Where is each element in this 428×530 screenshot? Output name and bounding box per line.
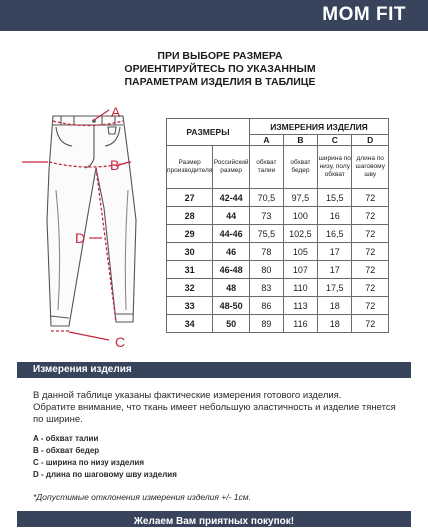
cell-ru: 44-46 — [213, 225, 250, 243]
legend-item-a: A - обхват талии — [33, 434, 99, 443]
table-row — [167, 297, 389, 315]
cell-a: 73 — [250, 207, 284, 225]
jeans-outline-icon — [47, 116, 136, 326]
letter-b: B — [283, 135, 317, 146]
cell-c: 18 — [318, 315, 352, 333]
cell-a: 78 — [250, 243, 284, 261]
cell-ru: 48-50 — [213, 297, 250, 315]
cell-c: 16 — [318, 207, 352, 225]
cell-mfr: 34 — [167, 315, 213, 333]
cell-c: 17 — [318, 261, 352, 279]
cell-mfr: 28 — [167, 207, 213, 225]
brand-title: MOM FIT — [322, 4, 406, 25]
letter-a: A — [250, 135, 284, 146]
table-row — [167, 261, 389, 279]
cell-a: 75,5 — [250, 225, 284, 243]
table-row — [167, 207, 389, 225]
cell-b: 105 — [283, 243, 317, 261]
cell-d: 72 — [352, 279, 389, 297]
col-d: длина по шаговому шву — [352, 146, 389, 189]
table-row — [167, 243, 389, 261]
cell-mfr: 27 — [167, 189, 213, 207]
label-d: D — [75, 230, 86, 246]
table-row — [167, 189, 389, 207]
cell-ru: 46-48 — [213, 261, 250, 279]
measurements-header: ИЗМЕРЕНИЯ ИЗДЕЛИЯ — [250, 119, 389, 135]
jeans-diagram — [12, 100, 162, 352]
cell-ru: 46 — [213, 243, 250, 261]
cell-a: 80 — [250, 261, 284, 279]
legend-item-d: D - длина по шаговому шву изделия — [33, 470, 177, 479]
section-title: Измерения изделия — [33, 364, 132, 375]
cell-b: 116 — [283, 315, 317, 333]
cell-b: 102,5 — [283, 225, 317, 243]
cell-d: 72 — [352, 297, 389, 315]
cell-a: 70,5 — [250, 189, 284, 207]
cell-mfr: 33 — [167, 297, 213, 315]
cell-mfr: 31 — [167, 261, 213, 279]
cell-d: 72 — [352, 189, 389, 207]
measurement-legend — [33, 433, 177, 481]
size-table — [166, 118, 389, 333]
cell-d: 72 — [352, 207, 389, 225]
col-ru-size: Российский размер — [213, 146, 250, 189]
cell-a: 86 — [250, 297, 284, 315]
cell-c: 16,5 — [318, 225, 352, 243]
cell-c: 17,5 — [318, 279, 352, 297]
cell-mfr: 30 — [167, 243, 213, 261]
table-row — [167, 315, 389, 333]
cell-b: 100 — [283, 207, 317, 225]
section-bar — [17, 362, 411, 378]
col-b: обхват бедер — [283, 146, 317, 189]
letter-d: D — [352, 135, 389, 146]
intro-line-2: ОРИЕНТИРУЙТЕСЬ ПО УКАЗАННЫМ — [124, 63, 316, 75]
tolerance-note: *Допустимые отклонения измерения изделия +/- 1см. — [33, 492, 251, 502]
col-a: обхват талии — [250, 146, 284, 189]
cell-ru: 42-44 — [213, 189, 250, 207]
col-mfr-size: Размер производителя — [167, 146, 213, 189]
table-row — [167, 279, 389, 297]
col-c: ширина по низу, полу обхват — [318, 146, 352, 189]
cell-c: 18 — [318, 297, 352, 315]
description-paragraph-2: Обратите внимание, что ткань имеет небольшую эластичность и изделие тянется по ширине. — [33, 402, 396, 425]
label-a: A — [111, 104, 121, 120]
letter-c: C — [318, 135, 352, 146]
cell-b: 97,5 — [283, 189, 317, 207]
cell-b: 113 — [283, 297, 317, 315]
legend-item-c: C - ширина по низу изделия — [33, 458, 145, 467]
label-b: B — [110, 157, 120, 173]
cell-mfr: 29 — [167, 225, 213, 243]
cell-ru: 44 — [213, 207, 250, 225]
sizes-header: РАЗМЕРЫ — [167, 119, 250, 146]
description-paragraph-1: В данной таблице указаны фактические измерения готового изделия. — [33, 390, 342, 401]
legend-item-b: B - обхват бедер — [33, 446, 100, 455]
footer-text: Желаем Вам приятных покупок! — [133, 516, 295, 527]
cell-c: 17 — [318, 243, 352, 261]
cell-c: 15,5 — [318, 189, 352, 207]
intro-line-3: ПАРАМЕТРАМ ИЗДЕЛИЯ В ТАБЛИЦЕ — [124, 76, 316, 88]
table-row — [167, 225, 389, 243]
cell-d: 72 — [352, 261, 389, 279]
label-c: C — [115, 334, 126, 350]
header-bar — [0, 0, 428, 31]
footer-bar — [17, 511, 411, 527]
cell-mfr: 32 — [167, 279, 213, 297]
cell-b: 107 — [283, 261, 317, 279]
intro-line-1: ПРИ ВЫБОРЕ РАЗМЕРА — [157, 50, 283, 62]
intro-text — [100, 50, 340, 89]
cell-d: 72 — [352, 225, 389, 243]
cell-b: 110 — [283, 279, 317, 297]
cell-ru: 50 — [213, 315, 250, 333]
cell-ru: 48 — [213, 279, 250, 297]
cell-d: 72 — [352, 243, 389, 261]
cell-a: 89 — [250, 315, 284, 333]
cell-d: 72 — [352, 315, 389, 333]
cell-a: 83 — [250, 279, 284, 297]
